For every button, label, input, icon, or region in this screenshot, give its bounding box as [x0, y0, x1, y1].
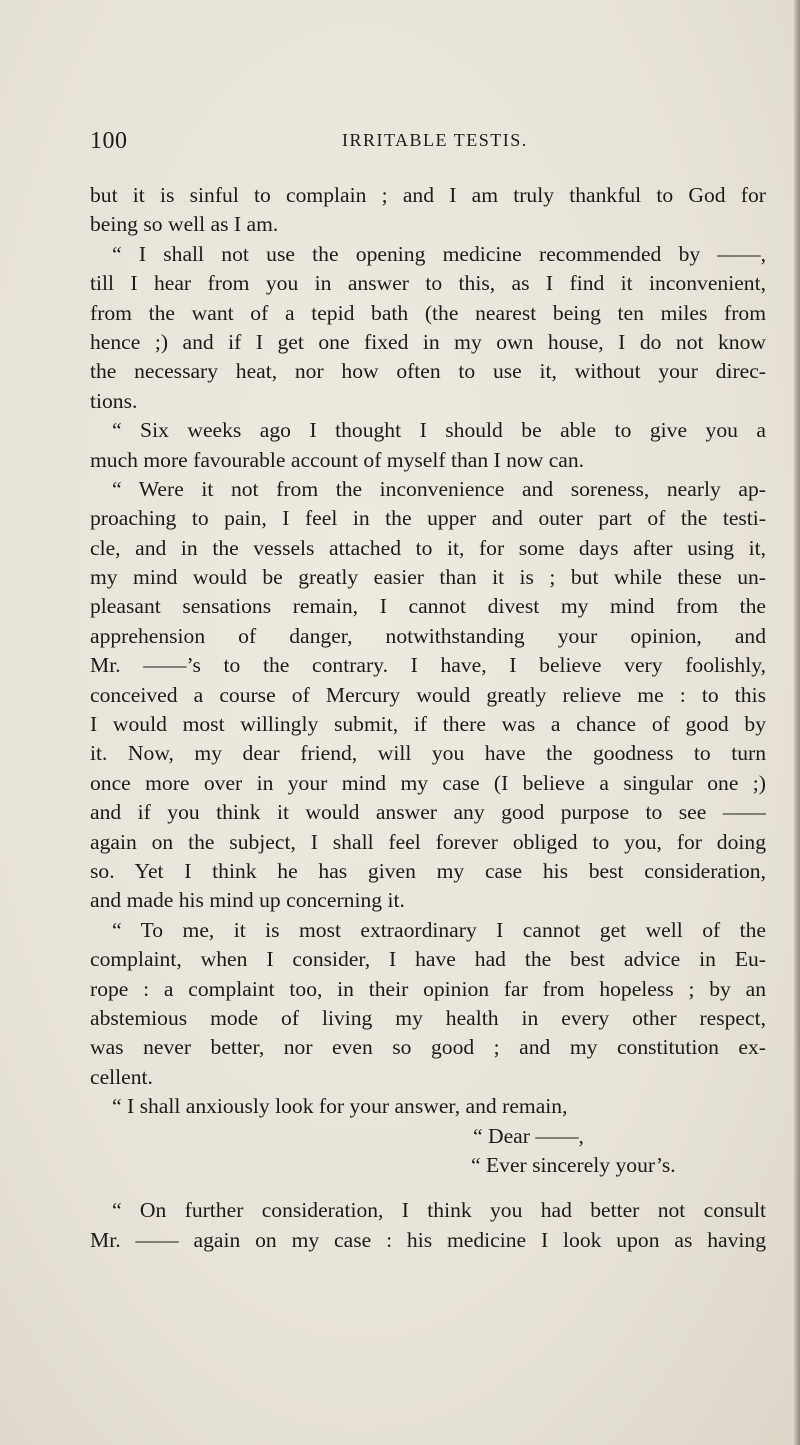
- text-line: my mind would be greatly easier than it is ; but while these un-: [90, 565, 766, 590]
- text-line: proaching to pain, I feel in the upper and outer part of the testi-: [90, 506, 766, 531]
- paragraph-gap: [90, 1180, 766, 1196]
- text-line: apprehension of danger, notwithstanding your opinion, and: [90, 623, 766, 648]
- text-line: once more over in your mind my case (I believe a singular one ;): [90, 770, 766, 795]
- text-line: till I hear from you in answer to this, as I find it inconvenient,: [90, 271, 766, 296]
- text-line: much more favourable account of myself than I now can.: [90, 447, 585, 472]
- page-number: 100: [90, 128, 128, 154]
- text-line: pleasant sensations remain, I cannot divest my mind from the: [90, 594, 766, 619]
- text-line: Mr. —— again on my case : his medicine I look upon as having: [90, 1227, 766, 1252]
- text-line: again on the subject, I shall feel forever obliged to you, for doing: [90, 829, 766, 854]
- text-line: “ To me, it is most extraordinary I cannot get well of the: [112, 917, 766, 942]
- text-line: being so well as I am.: [90, 212, 279, 237]
- text-line: so. Yet I think he has given my case his best consideration,: [90, 858, 766, 883]
- text-line: I would most willingly submit, if there was a chance of good by: [90, 712, 766, 737]
- text-line: abstemious mode of living my health in every other respect,: [90, 1005, 766, 1030]
- closing-line: “ Ever sincerely your’s.: [471, 1152, 676, 1177]
- text-line: “ On further consideration, I think you had better not consult: [112, 1198, 766, 1223]
- text-line: conceived a course of Mercury would greatly relieve me : to this: [90, 682, 766, 707]
- text-line: it. Now, my dear friend, will you have the goodness to turn: [90, 741, 766, 766]
- page-edge-shadow: [794, 0, 800, 1445]
- salutation-line: “ Dear ——,: [473, 1123, 584, 1148]
- text-line: and if you think it would answer any good purpose to see ——: [90, 800, 766, 825]
- text-line: tions.: [90, 388, 138, 413]
- text-line: was never better, nor even so good ; and my constitution ex-: [90, 1035, 766, 1060]
- page-header: [90, 128, 710, 156]
- text-line: “ Six weeks ago I thought I should be able to give you a: [112, 418, 766, 443]
- text-line: rope : a complaint too, in their opinion far from hopeless ; by an: [90, 976, 766, 1001]
- text-line: Mr. ——’s to the contrary. I have, I believe very foolishly,: [90, 653, 766, 678]
- text-line: cellent.: [90, 1064, 153, 1089]
- text-line: hence ;) and if I get one fixed in my own house, I do not know: [90, 329, 766, 354]
- text-line: and made his mind up concerning it.: [90, 888, 405, 913]
- body-text: [90, 181, 766, 1255]
- text-line: complaint, when I consider, I have had the best advice in Eu-: [90, 947, 766, 972]
- running-head: IRRITABLE TESTIS.: [342, 130, 528, 150]
- text-line: cle, and in the vessels attached to it, for some days after using it,: [90, 535, 766, 560]
- text-line: from the want of a tepid bath (the nearest being ten miles from: [90, 300, 766, 325]
- text-line: “ I shall anxiously look for your answer, and remain,: [112, 1094, 568, 1119]
- text-line: “ I shall not use the opening medicine recommended by ——,: [112, 241, 766, 266]
- text-line: but it is sinful to complain ; and I am truly thankful to God for: [90, 183, 766, 207]
- text-line: “ Were it not from the inconvenience and soreness, nearly ap-: [112, 476, 766, 501]
- text-line: the necessary heat, nor how often to use it, without your direc-: [90, 359, 766, 384]
